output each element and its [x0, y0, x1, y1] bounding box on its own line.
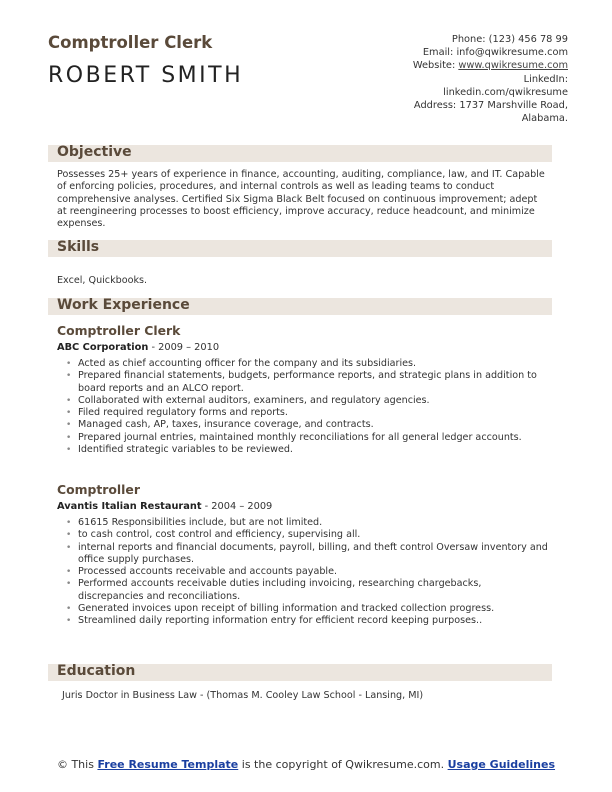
footer-prefix: © This — [56, 758, 98, 771]
list-item: • Managed cash, AP, taxes, insurance coverage, and contracts. — [64, 419, 549, 431]
contact-address-line2: Alabama. — [521, 113, 568, 125]
education-section-bar — [48, 664, 552, 681]
job-title-2: Comptroller — [57, 482, 140, 497]
education-heading: Education — [57, 663, 136, 679]
usage-guidelines-link[interactable]: Usage Guidelines — [447, 758, 556, 771]
list-item: • Prepared journal entries, maintained monthly reconciliations for all general ledger accounts. — [64, 432, 549, 444]
list-item: • Prepared financial statements, budgets, performance reports, and strategic plans in addition to board reports and an ALCO report. — [64, 370, 549, 395]
work-section-bar — [48, 298, 552, 315]
job-title: Comptroller Clerk — [48, 33, 213, 52]
website-label: Website: — [412, 60, 459, 72]
job-bullets-2 — [64, 517, 549, 628]
free-resume-template-link[interactable]: Free Resume Template — [97, 758, 239, 771]
objective-heading: Objective — [57, 144, 132, 160]
contact-phone: Phone: (123) 456 78 99 — [451, 34, 568, 45]
skills-text: Excel, Quickbooks. — [57, 275, 148, 286]
candidate-name: ROBERT SMITH — [48, 63, 244, 88]
contact-block — [368, 33, 568, 125]
contact-linkedin: linkedin.com/qwikresume — [443, 86, 568, 98]
footer-middle: is the copyright of Qwikresume.com. — [238, 758, 448, 771]
company-name-2: Avantis Italian Restaurant — [57, 501, 202, 512]
list-item: • to cash control, cost control and efficiency, supervising all. — [64, 529, 549, 541]
list-item: • Filed required regulatory forms and reports. — [64, 407, 549, 419]
education-entry: Juris Doctor in Business Law - (Thomas M. Cooley Law School - Lansing, MI) — [62, 690, 424, 701]
contact-email: Email: info@qwikresume.com — [422, 47, 568, 59]
contact-linkedin-label: LinkedIn: — [523, 73, 568, 85]
skills-section-bar — [48, 240, 552, 257]
job-dates-2: - 2004 – 2009 — [201, 501, 273, 512]
objective-section-bar — [48, 145, 552, 162]
list-item: • Generated invoices upon receipt of billing information and tracked collection progress. — [64, 603, 549, 615]
copyright-footer — [0, 758, 612, 771]
list-item: • Processed accounts receivable and accounts payable. — [64, 566, 549, 578]
skills-heading: Skills — [57, 239, 100, 255]
job-company-1 — [57, 342, 219, 353]
list-item: • Performed accounts receivable duties including invoicing, researching chargebacks, discrepancies and reconciliations. — [64, 578, 549, 603]
job-dates-1: - 2009 – 2010 — [148, 342, 220, 353]
objective-text: Possesses 25+ years of experience in finance, accounting, auditing, compliance, law, and IT. Capable of enforcing policies, procedures, and internal controls as well as leading teams to conduct comprehensive analyses. Certified Six Sigma Black Belt focused on continuous improvement; adept at reengineering processes to boost efficiency, improve accuracy, reduce headcount, and minimize expenses. — [57, 169, 545, 230]
list-item: • Streamlined daily reporting information entry for efficient record keeping purposes.. — [64, 615, 549, 627]
list-item: • 61615 Responsibilities include, but are not limited. — [64, 517, 549, 529]
list-item: • Acted as chief accounting officer for the company and its subsidiaries. — [64, 358, 549, 370]
list-item: • Identified strategic variables to be reviewed. — [64, 444, 549, 456]
job-bullets-1 — [64, 358, 549, 456]
website-link[interactable]: www.qwikresume.com — [458, 60, 568, 72]
company-name-1: ABC Corporation — [57, 342, 149, 353]
contact-website — [368, 59, 568, 72]
list-item: • Collaborated with external auditors, examiners, and regulatory agencies. — [64, 395, 549, 407]
list-item: • internal reports and financial documents, payroll, billing, and theft control Oversaw inventory and office supply purchases. — [64, 542, 549, 567]
work-heading: Work Experience — [57, 297, 190, 313]
job-company-2 — [57, 501, 272, 512]
contact-address-line1: Address: 1737 Marshville Road, — [413, 100, 568, 112]
job-title-1: Comptroller Clerk — [57, 323, 181, 338]
resume-header — [48, 33, 568, 128]
